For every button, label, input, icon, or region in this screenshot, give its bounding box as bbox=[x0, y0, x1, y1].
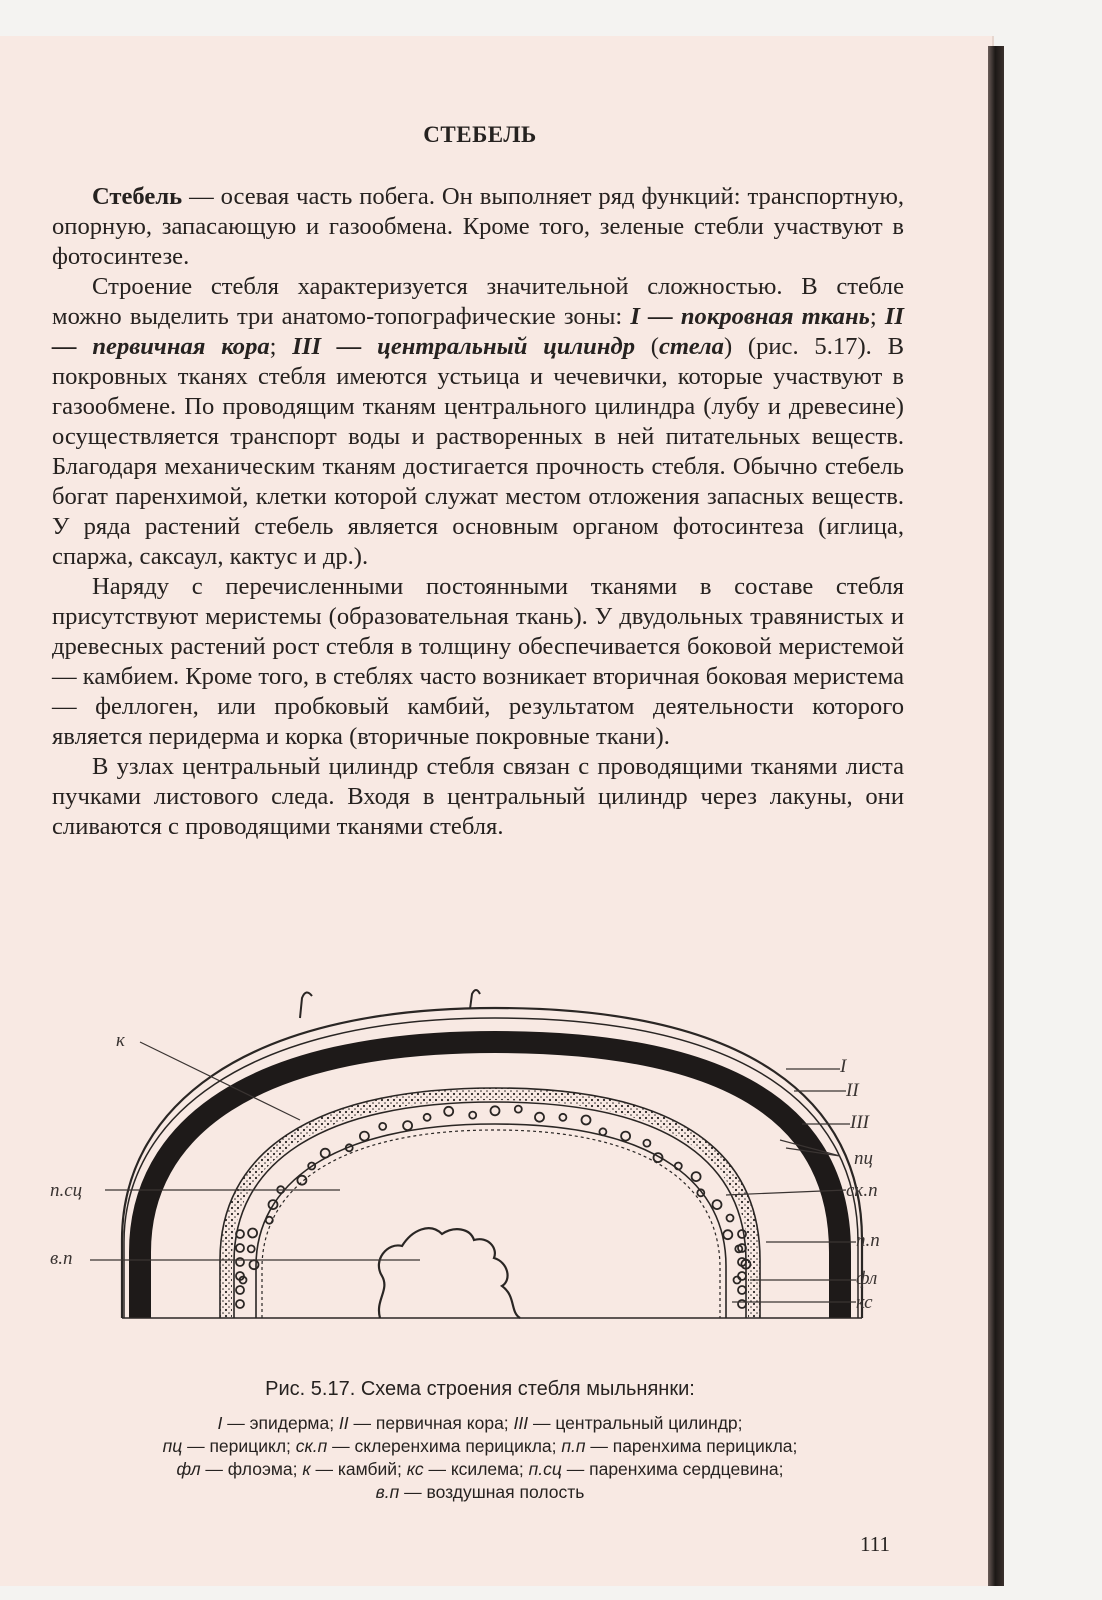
xylem-vessel bbox=[559, 1114, 566, 1121]
legend-line-3 bbox=[40, 1458, 920, 1481]
stem-diagram bbox=[50, 990, 920, 1350]
label-I: I bbox=[840, 1056, 847, 1077]
legend-abbr-II: II bbox=[338, 1413, 349, 1433]
page-edge bbox=[988, 46, 1004, 1586]
xylem-vessel bbox=[738, 1230, 746, 1238]
legend-line-2 bbox=[40, 1435, 920, 1458]
legend-text-pc: — перицикл; bbox=[182, 1436, 296, 1456]
legend-abbr-nsc: п.сц bbox=[528, 1459, 562, 1479]
xylem-vessel bbox=[643, 1140, 650, 1147]
label-pc: пц bbox=[854, 1148, 873, 1169]
xylem-vessel bbox=[424, 1114, 431, 1121]
label-pp: п.п bbox=[856, 1230, 880, 1251]
separator-3: ( bbox=[635, 333, 659, 360]
legend-abbr-fl: фл bbox=[176, 1459, 201, 1479]
legend-abbr-III: III bbox=[513, 1413, 529, 1433]
zone-1-term: I — покровная ткань bbox=[630, 303, 870, 330]
body-text bbox=[52, 182, 904, 842]
separator-2: ; bbox=[269, 333, 293, 360]
xylem-vessel bbox=[469, 1112, 476, 1119]
paragraph-2-start: Строение стебля характеризуется значительной сложностью. В стебле можно выделить три анатомо-топографические зоны: bbox=[52, 273, 904, 330]
xylem-vessel bbox=[236, 1300, 244, 1308]
xylem-vessel bbox=[236, 1244, 244, 1252]
legend-text-nsc: — паренхима сердцевина; bbox=[561, 1459, 784, 1479]
paragraph-1-text: — осевая часть побега. Он выполняет ряд функций: транспортную, опорную, запасающую и газообмена. Кроме того, зеленые стебли участвуют в фотосинтезе. bbox=[52, 183, 904, 270]
xylem-vessel bbox=[403, 1121, 412, 1130]
separator-1: ; bbox=[869, 303, 885, 330]
section-heading: СТЕБЕЛЬ bbox=[423, 122, 537, 147]
xylem-vessel bbox=[444, 1107, 453, 1116]
legend-abbr-ks: кс bbox=[406, 1459, 424, 1479]
zone-2-term: II — первичная кора bbox=[52, 303, 905, 360]
legend-text-skp: — склеренхима перицикла; bbox=[327, 1436, 562, 1456]
xylem-vessel bbox=[248, 1229, 257, 1238]
label-nsc: п.сц bbox=[50, 1180, 83, 1201]
paragraph-3: Наряду с перечисленными постоянными тканями в составе стебля присутствуют меристемы (образовательная ткань). У двудольных травянистых и древесных растений рост стебля в толщину обеспечивается боковой меристемой — камбием. Кроме того, в стеблях часто возникает вторичная боковая меристема — феллоген, или пробковый камбий, результатом деятельности которого является перидерма и корка (вторичные покровные ткани). bbox=[52, 573, 905, 750]
xylem-vessel bbox=[738, 1300, 746, 1308]
epidermis-hair-right bbox=[470, 990, 480, 1009]
label-vp: в.п bbox=[50, 1248, 73, 1269]
xylem-vessel bbox=[250, 1260, 259, 1269]
xylem-vessel bbox=[621, 1132, 630, 1141]
xylem-line-outer bbox=[262, 1130, 720, 1318]
page-number: 111 bbox=[860, 1532, 890, 1556]
legend-line-1 bbox=[40, 1412, 920, 1435]
xylem-vessel bbox=[297, 1176, 306, 1185]
paragraph-1 bbox=[52, 182, 904, 272]
paragraph-4: В узлах центральный цилиндр стебля связан с проводящими тканями листа пучками листового следа. Входя в центральный цилиндр через лакуны, они сливаются с проводящими тканями стебля. bbox=[52, 753, 904, 840]
cambium-line-outer bbox=[220, 1088, 760, 1318]
xylem-vessel bbox=[738, 1286, 746, 1294]
legend-text-ks: — ксилема; bbox=[423, 1459, 529, 1479]
xylem-vessel bbox=[491, 1106, 500, 1115]
label-ks: кс bbox=[856, 1292, 873, 1313]
figure-caption: Рис. 5.17. Схема строения стебля мыльнянки: bbox=[265, 1378, 695, 1400]
stem-diagram-svg bbox=[50, 990, 920, 1350]
legend-text-k: — камбий; bbox=[310, 1459, 407, 1479]
xylem-vessel bbox=[713, 1200, 722, 1209]
legend-text-pp: — паренхима перицикла; bbox=[585, 1436, 798, 1456]
legend-text-II: — первичная кора; bbox=[348, 1413, 514, 1433]
xylem-vessel bbox=[535, 1113, 544, 1122]
xylem-vessel bbox=[379, 1123, 386, 1130]
xylem-vessel bbox=[236, 1286, 244, 1294]
legend-abbr-vp: в.п bbox=[375, 1482, 400, 1502]
xylem-vessel bbox=[360, 1132, 369, 1141]
xylem-vessel bbox=[723, 1230, 732, 1239]
term-stem: Стебель bbox=[92, 183, 183, 210]
xylem-vessel bbox=[515, 1106, 522, 1113]
paragraph-2-rest: ) (рис. 5.17). В покровных тканях стебля имеются устьица и чечевички, которые участвуют в газообмене. По проводящим тканям центрального цилиндра (лубу и древесине) осуществляется транспорт воды и растворенных в ней питательных веществ. Благодаря механическим тканям достигается прочность стебля. Обычно стебель богат паренхимой, клетки которой служат местом отложения запасных веществ. У ряда растений стебель является основным органом фотосинтеза (иглица, спаржа, саксаул, кактус и др.). bbox=[52, 333, 904, 570]
xylem-vessel bbox=[692, 1172, 701, 1181]
xylem-vessel bbox=[738, 1272, 746, 1280]
zone-3-term: III — центральный цилиндр bbox=[292, 333, 635, 360]
legend-text-fl: — флоэма; bbox=[200, 1459, 303, 1479]
label-k: к bbox=[116, 1030, 125, 1051]
label-fl: фл bbox=[856, 1268, 878, 1289]
label-skp: ск.п bbox=[846, 1180, 878, 1201]
stele-term: стела bbox=[658, 333, 724, 360]
legend-line-4 bbox=[40, 1481, 920, 1504]
air-cavity bbox=[379, 1228, 520, 1318]
legend-abbr-I: I bbox=[217, 1413, 223, 1433]
label-III: III bbox=[850, 1112, 869, 1133]
legend-text-vp: — воздушная полость bbox=[399, 1482, 585, 1502]
label-II: II bbox=[846, 1080, 859, 1101]
xylem-vessel bbox=[248, 1245, 255, 1252]
legend-text-III: — центральный цилиндр; bbox=[528, 1413, 743, 1433]
figure-legend bbox=[40, 1412, 920, 1504]
legend-abbr-pc: пц bbox=[162, 1436, 183, 1456]
paragraph-2 bbox=[52, 272, 904, 572]
xylem-vessel bbox=[236, 1258, 244, 1266]
legend-abbr-k: к bbox=[302, 1459, 311, 1479]
xylem-vessel bbox=[727, 1215, 734, 1222]
legend-abbr-skp: ск.п bbox=[295, 1436, 328, 1456]
phloem-band bbox=[226, 1094, 754, 1318]
legend-text-I: — эпидерма; bbox=[222, 1413, 339, 1433]
epidermis-hair-left bbox=[300, 992, 312, 1018]
legend-abbr-pp: п.п bbox=[561, 1436, 586, 1456]
xylem-vessel bbox=[582, 1116, 591, 1125]
